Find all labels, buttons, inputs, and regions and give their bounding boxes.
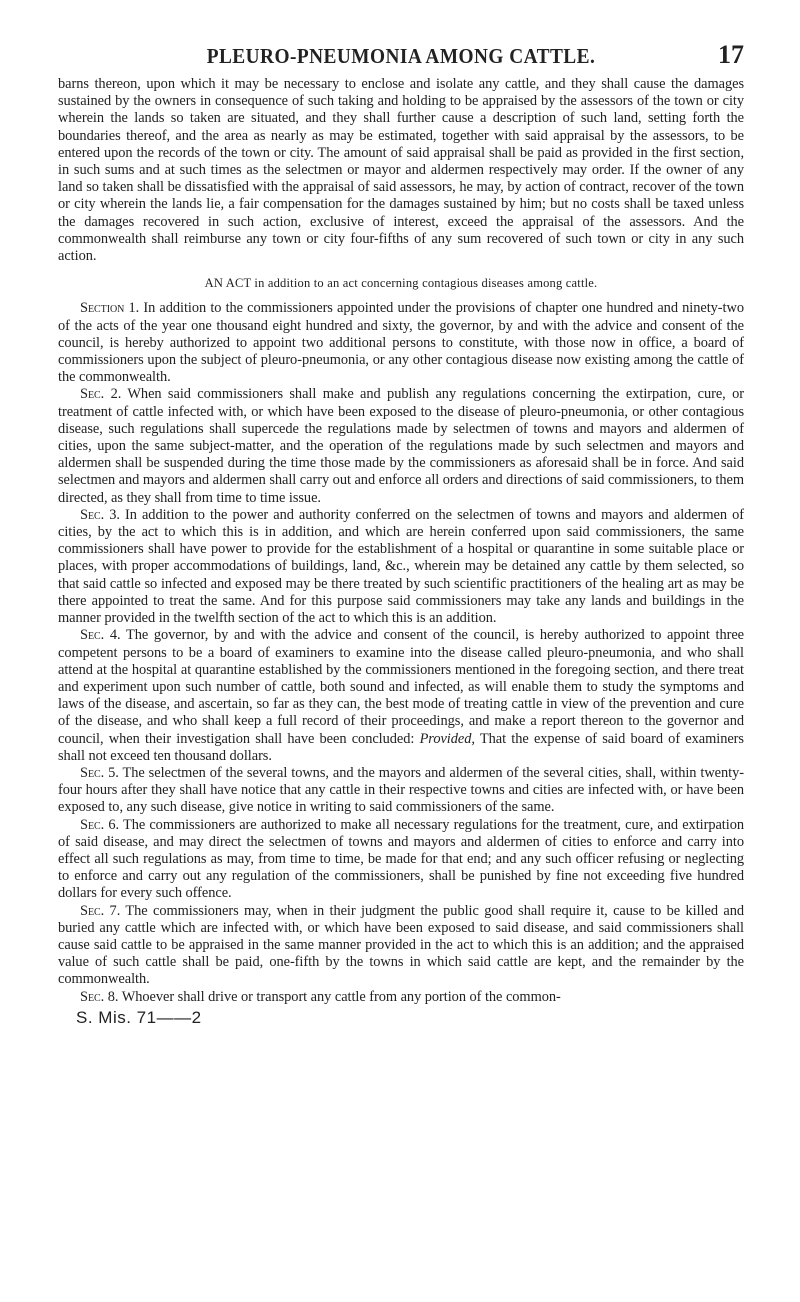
section-label: Sec. 6. [80,816,120,833]
page-number: 17 [718,40,744,69]
running-title: PLEURO-PNEUMONIA AMONG CATTLE. [206,44,596,68]
section-2 [58,386,744,506]
section-4 [58,627,744,765]
opening-paragraph: barns thereon, upon which it may be necessary to enclose and isolate any cattle, and they shall cause the damages sustained by the owners in consequence of such taking and holding to be appraised by the assessors of the town or city wherein the lands so taken are situated, and they shall further cause a description of such land, setting forth the boundaries thereof, and the area as nearly as may be estimated, together with said appraisal by the assessors, to be entered upon the records of the town or city. The amount of said appraisal shall be paid as provided in the first section, in such sums and at such times as the selectmen or mayor and aldermen respectively may order. If the owner of any land so taken shall be dissatisfied with the appraisal of said assessors, he may, by action of contract, recover of the town or city wherein the lands lie, a fair compensation for the damages sustained by him; but no costs shall be taxed unless the damages recovered in such action, exclusive of interest, exceed the appraisal of the assessors. And the commonwealth shall reimburse any town or city four-fifths of any sum recovered of such town or city in any such action. [58,76,744,265]
section-5 [58,765,744,817]
section-8 [58,989,744,1006]
section-text: Whoever shall drive or transport any cattle from any portion of the common- [121,988,561,1005]
section-label: Sec. 7. [80,902,121,919]
signature-mark: S. Mis. 71——2 [76,1007,202,1027]
section-label: Section 1. [80,300,140,317]
section-text: When said commissioners shall make and publish any regulations concerning the extirpation, cure, or treatment of cattle infected with, or which have been exposed to the disease of pleuro-pneumonia, or other contagious disease, such regulations shall supercede the regulations made by selectmen of towns and mayors and aldermen of cities, upon the same subject-matter, and the operation of the regulations made by such selectmen and mayors and aldermen shall be suspended during the time those made by the commissioners as aforesaid shall be in force. And said selectmen and mayors and aldermen shall carry out and enforce all orders and directions of said commissioners, to them directed, as they shall from time to time issue. [58,386,744,506]
section-text: The commissioners are authorized to make all necessary regulations for the treatment, cure, and extirpation of said disease, and may direct the selectmen of towns and mayors and aldermen of cities to enforce and carry into effect all such regulations as may, from time to time, be made for that end; and any such officer refusing or neglecting to enforce and carry out any regulation of the commissioners, shall be punished by fine not exceeding five hundred dollars for every such offence. [58,816,744,902]
section-label: Sec. 2. [80,386,122,403]
body-text [58,76,744,1006]
page-header [58,40,744,76]
section-6 [58,817,744,903]
section-7 [58,903,744,989]
section-label: Sec. 8. [80,988,119,1005]
section-text: The governor, by and with the advice and consent of the council, is hereby authorized to appoint three competent persons to be a board of examiners to examine into the disease called pleuro-pneumonia, and who shall attend at the hospital at quarantine established by the commissioners mentioned in the foregoing section, and there treat and experiment upon such number of cattle, both sound and infected, as will enable them to study the symptoms and laws of the disease, and ascertain, so far as they can, the best mode of treating cattle in view of the prevention and cure of the disease, and who shall keep a full record of their proceedings, and make a report thereon to the governor and council, when their investigation shall have been concluded: [58,627,745,747]
section-label: Sec. 3. [80,506,120,523]
section-text: In addition to the commissioners appointed under the provisions of chapter one hundred and ninety-two of the acts of the year one thousand eight hundred and sixty, the governor, by and with the advice and consent of the council, is hereby authorized to appoint two additional persons to constitute, with those now in office, a board of commissioners upon the subject of pleuro-pneumonia, or any other contagious disease now existing among the cattle of the commonwealth. [58,300,744,386]
section-text: In addition to the power and authority conferred on the selectmen of towns and mayors and aldermen of cities, by the act to which this is in addition, and which are herein conferred upon said commissioners, the same commissioners shall have power to provide for the establishment of a hospital or quarantine in some suitable place or places, with proper accommodations of buildings, land, &c., wherein may be detained any cattle by them selected, so that said cattle so infected and exposed may be there treated by such scientific practitioners of the healing art as may be there appointed to treat the same. And for this purpose said commissioners may take any lands and buildings in the manner provided in the twelfth section of the act to which this is an addition. [58,506,744,627]
act-title: AN ACT in addition to an act concerning contagious diseases among cattle. [204,276,598,291]
section-text: The commissioners may, when in their judgment the public good shall require it, cause to be killed and buried any cattle which are infected with, or which have been exposed to said disease, and said commissioners shall cause said cattle to be appraised in the same manner provided in the act to which this is an addition; and the appraised value of such cattle shall be paid, one-fifth by the towns in which said cattle are kept, and the remainder by the commonwealth. [58,902,744,988]
section-label: Sec. 4. [80,627,121,644]
section-3 [58,507,744,627]
proviso-label: Provided, [419,730,475,747]
section-label: Sec. 5. [80,764,119,781]
section-1 [58,300,744,386]
proviso-text: That the expense of said board of examiners shall not exceed ten thousand dollars. [58,730,744,764]
section-text: The selectmen of the several towns, and the mayors and aldermen of the several cities, shall, within twenty-four hours after they shall have notice that any cattle in their respective towns and cities are infected with, or have been exposed to, any such disease, give notice in writing to said commissioners of the same. [58,764,744,816]
